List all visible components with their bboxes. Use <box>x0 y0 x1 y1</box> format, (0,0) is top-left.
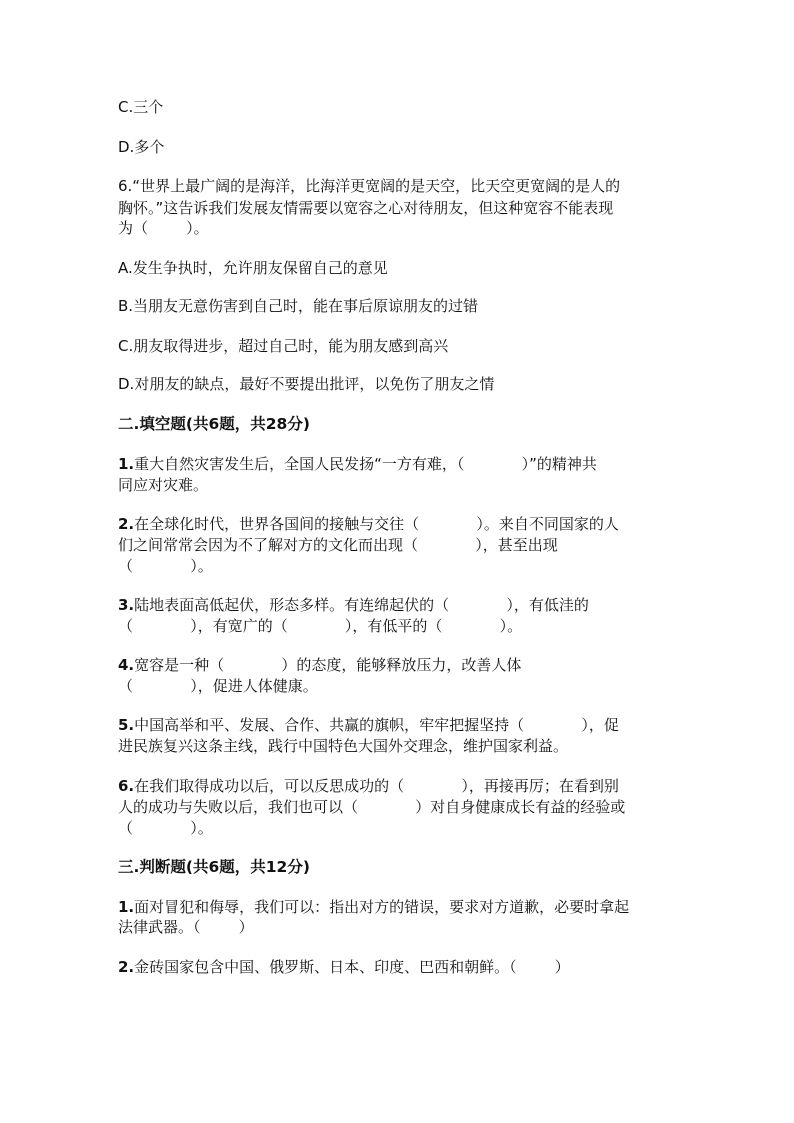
mc-q6-option-c: C.朋友取得进步，超过自己时，能为朋友感到高兴 <box>118 337 449 355</box>
fill-q6-line1 <box>118 776 619 796</box>
judge-section-title: 三.判断题(共6题，共12分) <box>118 858 310 876</box>
fill-q6-line2: 人的成功与失败以后，我们也可以（ ）对自身健康成长有益的经验或 <box>118 798 626 816</box>
prev-option-c: C.三个 <box>118 98 164 116</box>
fill-q2-line3: （ ）。 <box>118 557 213 575</box>
fill-q4-line1 <box>118 655 521 675</box>
mc-q6-stem-line2: 胸怀。”这告诉我们发展友情需要以宽容之心对待朋友，但这种宽容不能表现 <box>118 199 614 217</box>
fill-q6-line3: （ ）。 <box>118 819 213 837</box>
fill-q2-line2: 们之间常常会因为不了解对方的文化而出现（ ），甚至出现 <box>118 536 558 554</box>
judge-q1-line1 <box>118 897 629 917</box>
judge-q1-line2: 法律武器。（ ） <box>118 918 254 936</box>
question-number: 1. <box>118 455 135 473</box>
question-number: 5. <box>118 716 135 734</box>
fill-q5-line1 <box>118 715 619 735</box>
question-text: 中国高举和平、发展、合作、共赢的旗帜，牢牢把握坚持（ ），促 <box>134 716 619 734</box>
question-number: 3. <box>118 596 135 614</box>
mc-q6-option-b: B.当朋友无意伤害到自己时，能在事后原谅朋友的过错 <box>118 297 479 315</box>
question-number: 4. <box>118 656 135 674</box>
judge-q2-line1 <box>118 957 570 977</box>
mc-q6-option-a: A.发生争执时，允许朋友保留自己的意见 <box>118 259 388 277</box>
question-text: 重大自然灾害发生后，全国人民发扬“一方有难，（ ）”的精神共 <box>134 455 597 473</box>
mc-q6-stem-line3: 为（ ）。 <box>118 219 209 237</box>
question-number: 6. <box>118 777 135 795</box>
fill-q1-line2: 同应对灾难。 <box>118 476 209 494</box>
question-number: 1. <box>118 898 135 916</box>
fill-q3-line2: （ ），有宽广的（ ），有低平的（ ）。 <box>118 617 523 635</box>
mc-q6-stem-line1: 6.“世界上最广阔的是海洋，比海洋更宽阔的是天空，比天空更宽阔的是人的 <box>118 177 621 195</box>
fill-q1-line1 <box>118 454 597 474</box>
question-number: 2. <box>118 958 135 976</box>
question-text: 陆地表面高低起伏，形态多样。有连绵起伏的（ ），有低洼的 <box>134 596 589 614</box>
question-text: 面对冒犯和侮辱，我们可以：指出对方的错误，要求对方道歉，必要时拿起 <box>134 898 630 916</box>
fill-q2-line1 <box>118 514 619 534</box>
question-text: 在我们取得成功以后，可以反思成功的（ ），再接再厉；在看到别 <box>134 777 619 795</box>
fill-section-title: 二.填空题(共6题，共28分) <box>118 415 310 433</box>
question-text: 金砖国家包含中国、俄罗斯、日本、印度、巴西和朝鲜。（ ） <box>134 958 570 976</box>
fill-q5-line2: 进民族复兴这条主线，践行中国特色大国外交理念，维护国家利益。 <box>118 737 569 755</box>
fill-q4-line2: （ ），促进人体健康。 <box>118 677 318 695</box>
question-number: 2. <box>118 515 135 533</box>
question-text: 在全球化时代，世界各国间的接触与交往（ ）。来自不同国家的人 <box>134 515 619 533</box>
mc-q6-option-d: D.对朋友的缺点，最好不要提出批评，以免伤了朋友之情 <box>118 375 495 393</box>
prev-option-d: D.多个 <box>118 138 165 156</box>
question-text: 宽容是一种（ ）的态度，能够释放压力，改善人体 <box>134 656 522 674</box>
fill-q3-line1 <box>118 595 589 615</box>
